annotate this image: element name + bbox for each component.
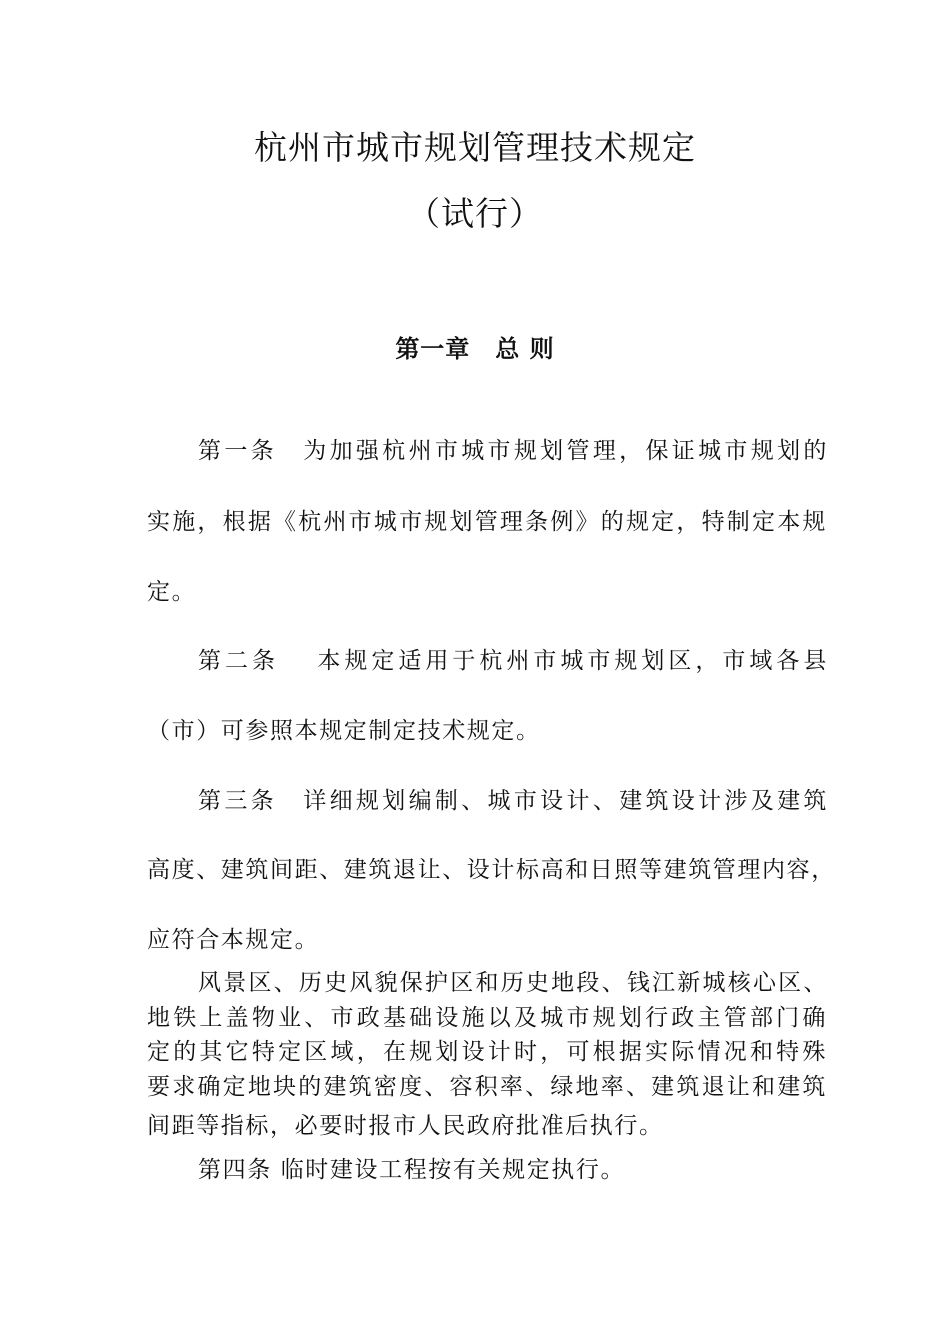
article-1-line-3: 定。 [147,579,197,605]
article-3-line-2: 高度、建筑间距、建筑退让、设计标高和日照等建筑管理内容， [147,857,836,883]
article-3-paragraph-2-line-5: 间距等指标，必要时报市人民政府批准后执行。 [147,1113,664,1139]
article-3-paragraph-2-line-4: 要求确定地块的建筑密度、容积率、绿地率、建筑退让和建筑 [147,1074,827,1100]
document-subtitle: （试行） [407,194,543,233]
chapter-heading: 第一章 总 则 [395,335,555,363]
article-3-line-3: 应符合本规定。 [147,927,320,953]
article-4-line-1: 第四条 临时建设工程按有关规定执行。 [198,1157,626,1183]
article-3-paragraph-2-line-2: 地铁上盖物业、市政基础设施以及城市规划行政主管部门确 [147,1005,827,1031]
article-3-line-1: 第三条 详细规划编制、城市设计、建筑设计涉及建筑 [198,788,828,814]
article-2-line-2: （市）可参照本规定制定技术规定。 [147,718,541,744]
article-1-line-2: 实施，根据《杭州市城市规划管理条例》的规定，特制定本规 [147,509,827,535]
document-title: 杭州市城市规划管理技术规定 [254,128,696,167]
article-2-line-1: 第二条 本规定适用于杭州市城市规划区，市域各县 [198,648,828,674]
article-3-paragraph-2-line-3: 定的其它特定区域，在规划设计时，可根据实际情况和特殊 [147,1039,827,1065]
article-1-line-1: 第一条 为加强杭州市城市规划管理，保证城市规划的 [198,438,828,464]
article-3-paragraph-2-line-1: 风景区、历史风貌保护区和历史地段、钱江新城核心区、 [198,970,828,996]
